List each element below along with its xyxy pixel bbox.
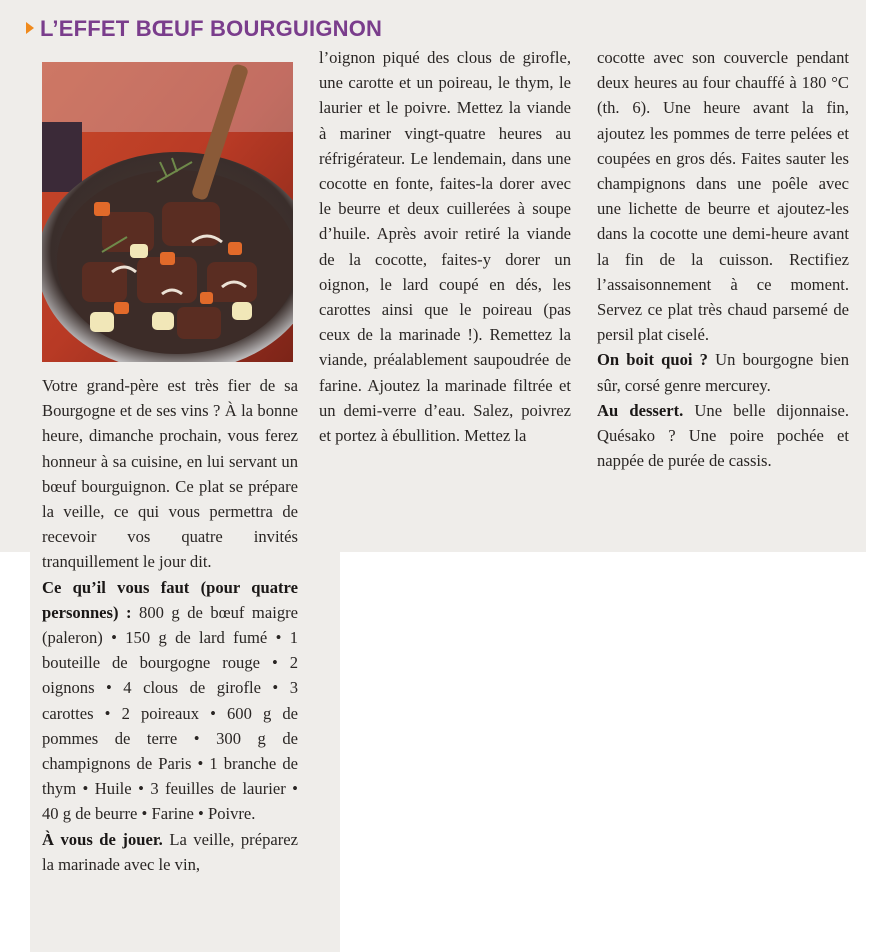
dessert-text: Une belle dijonnaise. Quésako ? Une poire pochée et nappée de purée de cassis. — [597, 400, 849, 471]
ingredients-heading: Ce qu’il vous faut (pour quatre personnes) : — [42, 577, 298, 622]
dessert-paragraph — [597, 398, 849, 474]
drink-paragraph — [597, 347, 849, 397]
article-title — [26, 16, 382, 42]
drink-heading: On boit quoi ? — [597, 350, 708, 370]
ingredients-paragraph — [42, 575, 298, 827]
beef-stew-illustration — [42, 62, 293, 362]
method-text-continued: l’oignon piqué des clous de girofle, une carotte et un poireau, le thym, le laurier et le poivre. Mettez la viande à mariner vingt-quatre heures au réfrigérateur. Le lendemain, dans une cocotte en fonte, faites-la dorer avec le beurre et deux cuillerées à soupe d’huile. Après avoir retiré la viande de la cocotte, faites-y dorer un oignon, le lard coupé en dés, les carottes ainsi que le poireau (pas ceux de la marinade !). Remettez la viande, préalablement saupoudrée de farine. Ajoutez la marinade filtrée et un demi-verre d’eau. Salez, poivrez et portez à ébullition. Mettez la — [319, 48, 571, 446]
column-1 — [42, 373, 298, 877]
method-text-end: cocotte avec son couvercle pendant deux heures au four chauffé à 180 °C (th. 6). Une heure avant la fin, ajoutez les pommes de terre pelées et coupées en gros dés. Faites sauter les champignons dans une poêle avec une lichette de beurre et ajoutez-les dans la cocotte une demi-heure avant la fin de la cuisson. Rectifiez l’assaisonnement à ce moment. Servez ce plat très chaud parsemé de persil plat ciselé. — [597, 48, 849, 345]
method-heading: À vous de jouer. — [42, 829, 163, 849]
drink-text: Un bourgogne bien sûr, corsé genre mercurey. — [597, 350, 849, 395]
column-3 — [597, 45, 849, 473]
column-2 — [319, 45, 571, 448]
method-text-start: La veille, préparez la marinade avec le vin, — [42, 829, 298, 874]
dish-photo — [42, 62, 293, 362]
article-title-text: L’EFFET BŒUF BOURGUIGNON — [40, 16, 383, 41]
method-paragraph — [42, 827, 298, 877]
dessert-heading: Au dessert. — [597, 400, 684, 420]
title-marker-icon — [26, 22, 34, 34]
ingredients-list: 800 g de bœuf maigre (paleron) • 150 g de lard fumé • 1 bouteille de bourgogne rouge • 2 oignons • 4 clous de girofle • 3 carottes • 2 poireaux • 600 g de pommes de terre • 300 g de champignons de Paris • 1 branche de thym • Huile • 3 feuilles de laurier • 40 g de beurre • Farine • Poivre. — [42, 602, 299, 824]
intro-paragraph: Votre grand-père est très fier de sa Bourgogne et de ses vins ? À la bonne heure, dimanche prochain, vous ferez honneur à sa cuisine, en lui servant un bœuf bourguignon. Ce plat se prépare la veille, ce qui vous permettra de recevoir vos quatre invités tranquillement le jour dit. — [42, 376, 298, 572]
